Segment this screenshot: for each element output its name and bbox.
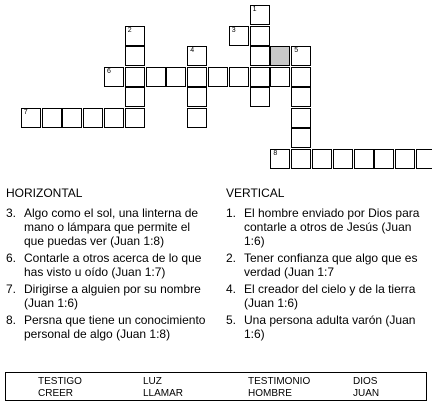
crossword-cell[interactable] bbox=[208, 67, 228, 87]
crossword-cell[interactable] bbox=[250, 46, 270, 66]
vertical-clue bbox=[226, 313, 426, 341]
clue-number-label: 2 bbox=[127, 26, 132, 34]
crossword-cell[interactable] bbox=[21, 108, 41, 128]
crossword-cell[interactable] bbox=[187, 87, 207, 107]
horizontal-clue bbox=[6, 313, 211, 341]
clue-number-label: 7 bbox=[23, 108, 28, 116]
clue-number-label: 6 bbox=[107, 67, 111, 75]
crossword-cell[interactable] bbox=[291, 87, 311, 107]
clue-number-label: 5 bbox=[294, 47, 299, 54]
crossword-cell[interactable] bbox=[62, 108, 82, 128]
clue-number: 5. bbox=[226, 313, 237, 327]
clue-number: 2. bbox=[226, 251, 237, 265]
horizontal-clue bbox=[6, 251, 211, 279]
crossword-cell[interactable] bbox=[270, 149, 290, 169]
clue-number: 6. bbox=[6, 251, 17, 265]
crossword-cell[interactable] bbox=[333, 149, 353, 169]
word-bank bbox=[5, 372, 427, 401]
vertical-heading: VERTICAL bbox=[226, 186, 285, 200]
crossword-cell[interactable] bbox=[125, 26, 145, 46]
crossword-cell[interactable] bbox=[187, 46, 207, 66]
horizontal-heading: HORIZONTAL bbox=[6, 186, 83, 200]
crossword-cell[interactable] bbox=[125, 46, 145, 66]
crossword-cell[interactable] bbox=[187, 108, 207, 128]
crossword-cell[interactable] bbox=[83, 108, 103, 128]
crossword-cell[interactable] bbox=[395, 149, 415, 169]
clue-number: 7. bbox=[6, 282, 17, 296]
vertical-clue bbox=[226, 251, 426, 279]
word-bank-item: HOMBRE bbox=[248, 388, 292, 399]
vertical-clue bbox=[226, 282, 426, 310]
crossword-cell[interactable] bbox=[166, 67, 186, 87]
clue-number: 3. bbox=[6, 206, 17, 220]
clue-text: Dirigirse a alguien por su nombre (Juan 1:6) bbox=[24, 282, 201, 310]
crossword-cell[interactable] bbox=[291, 128, 311, 148]
crossword-cell[interactable] bbox=[250, 67, 270, 87]
clue-number-label: 4 bbox=[190, 47, 195, 54]
crossword-cell[interactable] bbox=[270, 46, 290, 66]
crossword-cell[interactable] bbox=[354, 149, 374, 169]
crossword-cell[interactable] bbox=[291, 67, 311, 87]
clue-number-label: 3 bbox=[231, 26, 236, 34]
clue-number: 1. bbox=[226, 206, 237, 220]
crossword-cell[interactable] bbox=[250, 5, 270, 25]
word-bank-item: LLAMAR bbox=[143, 388, 184, 399]
horizontal-clue bbox=[6, 282, 211, 310]
clue-text: Algo como el sol, una linterna de mano o lámpara que permite el que puedas ver (Juan 1:8) bbox=[24, 206, 199, 248]
word-bank-item: TESTIGO bbox=[38, 376, 82, 387]
crossword-cell[interactable] bbox=[416, 149, 432, 169]
crossword-cell[interactable] bbox=[187, 67, 207, 87]
crossword-cell[interactable] bbox=[229, 26, 249, 46]
horizontal-clue-list bbox=[6, 206, 211, 344]
clue-text: Contarle a otros acerca de lo que has visto u oído (Juan 1:7) bbox=[24, 251, 202, 279]
crossword-cell[interactable] bbox=[104, 108, 124, 128]
vertical-clue bbox=[226, 206, 426, 248]
vertical-clue-list bbox=[226, 206, 426, 344]
crossword-cell[interactable] bbox=[291, 46, 311, 66]
crossword-cell[interactable] bbox=[42, 108, 62, 128]
word-bank-item: JUAN bbox=[353, 388, 380, 399]
horizontal-clue bbox=[6, 206, 211, 248]
word-bank-item: TESTIMONIO bbox=[248, 376, 311, 387]
clue-number: 4. bbox=[226, 282, 237, 296]
crossword-cell[interactable] bbox=[374, 149, 394, 169]
word-bank-item: LUZ bbox=[143, 376, 162, 387]
clue-text: Tener confianza que algo que es verdad (Juan 1:7 bbox=[244, 251, 418, 279]
clue-text: El creador del cielo y de la tierra (Juan 1:6) bbox=[244, 282, 416, 310]
crossword-cell[interactable] bbox=[312, 149, 332, 169]
crossword-cell[interactable] bbox=[125, 108, 145, 128]
crossword-cell[interactable] bbox=[146, 67, 166, 87]
crossword-cell[interactable] bbox=[125, 67, 145, 87]
clue-number-label: 1 bbox=[252, 6, 257, 13]
crossword-grid bbox=[0, 0, 432, 170]
crossword-cell[interactable] bbox=[291, 149, 311, 169]
clue-text: Una persona adulta varón (Juan 1:6) bbox=[244, 313, 416, 341]
crossword-cell[interactable] bbox=[250, 87, 270, 107]
clue-number-label: 8 bbox=[273, 149, 278, 157]
crossword-cell[interactable] bbox=[270, 67, 290, 87]
crossword-cell[interactable] bbox=[229, 67, 249, 87]
crossword-cell[interactable] bbox=[250, 26, 270, 46]
crossword-cell[interactable] bbox=[125, 87, 145, 107]
crossword-cell[interactable] bbox=[291, 108, 311, 128]
crossword-cell[interactable] bbox=[104, 67, 124, 87]
clue-text: Persna que tiene un conocimiento personal de algo (Juan 1:8) bbox=[24, 313, 206, 341]
clue-number: 8. bbox=[6, 313, 17, 327]
word-bank-item: CREER bbox=[38, 388, 74, 399]
word-bank-item: DIOS bbox=[353, 376, 378, 387]
clue-text: El hombre enviado por Dios para contarle a otros de Jesús (Juan 1:6) bbox=[244, 206, 420, 248]
